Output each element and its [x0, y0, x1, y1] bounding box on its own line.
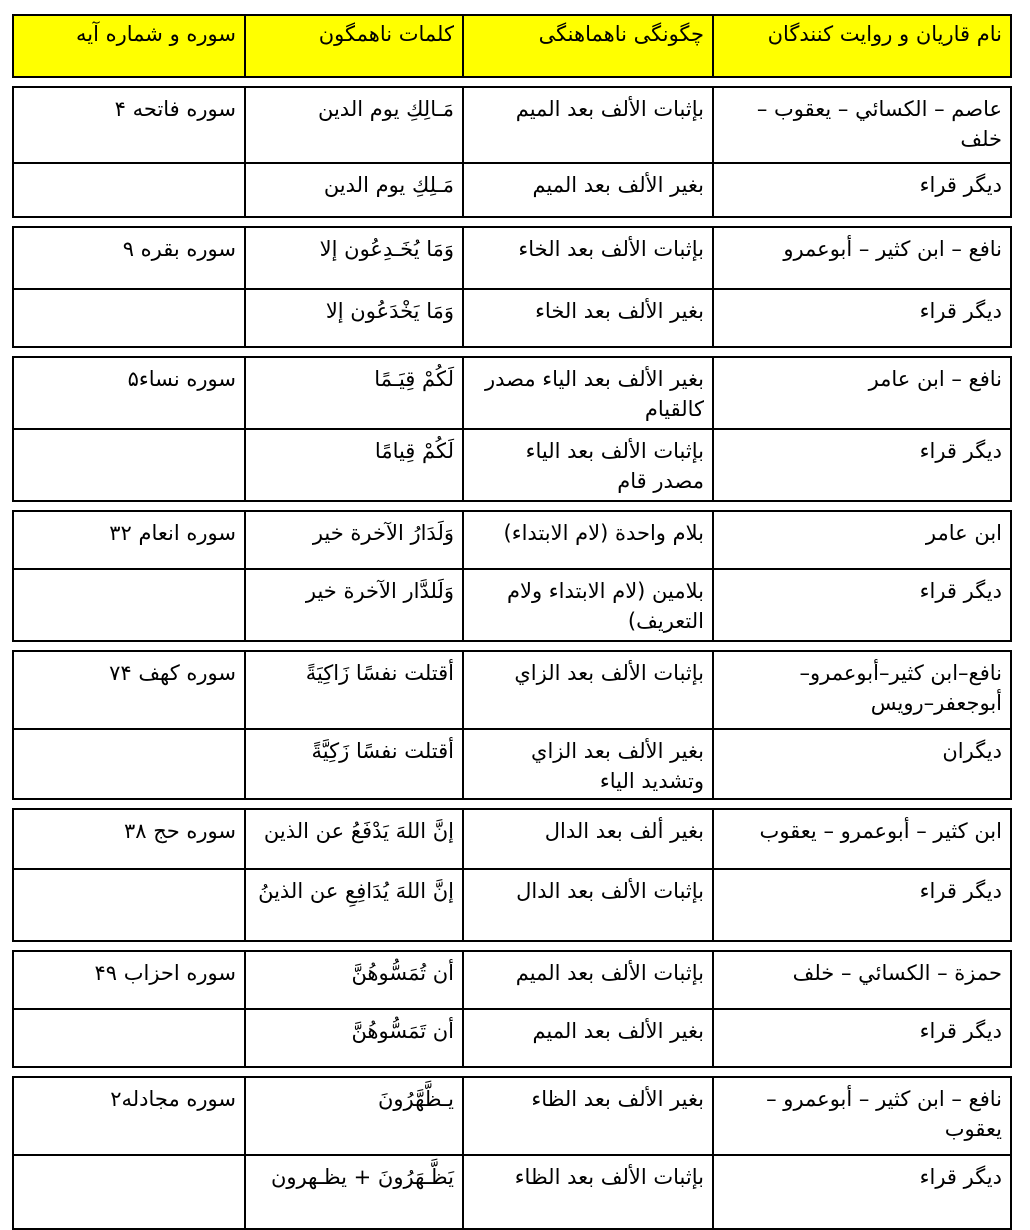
- reader-cell: ديگر قراء: [712, 430, 1010, 500]
- table-row: [14, 288, 1010, 346]
- reader-cell: نافع – ابن کثير – أبوعمرو: [712, 228, 1010, 288]
- difference-cell: بغير الألف بعد الظاء: [462, 1078, 712, 1154]
- difference-cell: بإثبات الألف بعد الياء مصدر قام: [462, 430, 712, 500]
- word-cell: وَلَدَارُ الآخرة خير: [244, 512, 462, 568]
- reader-cell: ديگران: [712, 730, 1010, 798]
- difference-cell: بغير الألف بعد الميم: [462, 164, 712, 216]
- word-cell: لَكُمْ قِيَـمًا: [244, 358, 462, 428]
- difference-cell: بغير الألف بعد الخاء: [462, 290, 712, 346]
- header-sura: سوره و شماره آیه: [76, 22, 236, 46]
- reader-cell: ديگر قراء: [712, 870, 1010, 940]
- header-row: [12, 14, 1012, 78]
- difference-cell: بلامين (لام الابتداء ولام التعريف): [462, 570, 712, 640]
- difference-cell: بغير ألف بعد الدال: [462, 810, 712, 868]
- reader-cell: ديگر قراء: [712, 570, 1010, 640]
- reader-cell: ديگر قراء: [712, 1010, 1010, 1066]
- word-cell: أقتلت نفسًا زَكِيَّةً: [244, 730, 462, 798]
- sura-cell: سوره انعام ۳۲: [109, 521, 236, 545]
- sura-cell: [14, 1010, 244, 1066]
- table-row: [14, 952, 1010, 1008]
- sura-cell: سوره نساء۵: [127, 367, 236, 391]
- sura-cell: [14, 290, 244, 346]
- table-row: [14, 88, 1010, 162]
- difference-cell: بإثبات الألف بعد الدال: [462, 870, 712, 940]
- table-row: [14, 728, 1010, 798]
- table-row: [14, 652, 1010, 728]
- reader-cell: ديگر قراء: [712, 1156, 1010, 1228]
- word-cell: وَلَلدَّار الآخرة خير: [244, 570, 462, 640]
- word-cell: أن تُمَسُّوهُنَّ: [244, 952, 462, 1008]
- word-cell: أن تَمَسُّوهُنَّ: [244, 1010, 462, 1066]
- table-row: [14, 428, 1010, 500]
- sura-cell: سوره مجادله۲: [110, 1087, 236, 1111]
- difference-cell: بغير الألف بعد الميم: [462, 1010, 712, 1066]
- verse-group: [12, 650, 1012, 800]
- verse-group: [12, 808, 1012, 942]
- verse-group: [12, 86, 1012, 218]
- table-row: [14, 568, 1010, 640]
- sura-cell: [14, 570, 244, 640]
- verse-group: [12, 950, 1012, 1068]
- word-cell: لَكُمْ قِيامًا: [244, 430, 462, 500]
- difference-cell: بإثبات الألف بعد الظاء: [462, 1156, 712, 1228]
- header-difference: چگونگی ناهماهنگی: [462, 16, 712, 76]
- table-row: [14, 358, 1010, 428]
- sura-cell: سوره حج ۳۸: [123, 819, 236, 843]
- word-cell: إنَّ اللهَ يَدْفَعُ عن الذين: [244, 810, 462, 868]
- table-row: [14, 512, 1010, 568]
- word-cell: يـظَّهَّرُونَ: [244, 1078, 462, 1154]
- verse-group: [12, 510, 1012, 642]
- verse-group: [12, 356, 1012, 502]
- table-row: [14, 228, 1010, 288]
- reader-cell: ديگر قراء: [712, 290, 1010, 346]
- table-row: [14, 1008, 1010, 1066]
- verse-group: [12, 226, 1012, 348]
- table-row: [14, 868, 1010, 940]
- table-row: [14, 162, 1010, 216]
- reader-cell: ابن کثير – أبوعمرو – يعقوب: [712, 810, 1010, 868]
- table-row: [14, 1154, 1010, 1228]
- table-row: [14, 1078, 1010, 1154]
- sura-cell: سوره کهف ۷۴: [109, 661, 236, 685]
- reader-cell: نافع – ابن کثير – أبوعمرو – يعقوب: [712, 1078, 1010, 1154]
- sura-cell: سوره بقره ۹: [122, 237, 236, 261]
- sura-cell: [14, 1156, 244, 1228]
- sura-cell: [14, 430, 244, 500]
- word-cell: يَظَّـهَرُونَ + يظـهرون: [244, 1156, 462, 1228]
- difference-cell: بغير الألف بعد الياء مصدر کالقيام: [462, 358, 712, 428]
- reader-cell: نافع–ابن کثير–أبوعمرو– أبوجعفر–رويس: [712, 652, 1010, 728]
- sura-cell: [14, 164, 244, 216]
- word-cell: إنَّ اللهَ يُدَافِعِ عن الذينُ: [244, 870, 462, 940]
- reader-cell: نافع – ابن عامر: [712, 358, 1010, 428]
- word-cell: مَـلِكِ يوم الدين: [244, 164, 462, 216]
- difference-cell: بإثبات الألف بعد الميم: [462, 952, 712, 1008]
- table-body: [12, 86, 1012, 1230]
- reader-cell: ابن عامر: [712, 512, 1010, 568]
- readings-table: [12, 14, 1012, 1230]
- word-cell: أقتلت نفسًا زَاكِيَةً: [244, 652, 462, 728]
- reader-cell: حمزة – الكسائي – خلف: [712, 952, 1010, 1008]
- word-cell: وَمَا يَخْدَعُون إلا: [244, 290, 462, 346]
- difference-cell: بلام واحدة (لام الابتداء): [462, 512, 712, 568]
- header-readers: نام قاریان و روایت کنندگان: [712, 16, 1010, 76]
- word-cell: مَـالِكِ يوم الدين: [244, 88, 462, 162]
- sura-cell: [14, 730, 244, 798]
- reader-cell: عاصم – الکسائي – يعقوب – خلف: [712, 88, 1010, 162]
- word-cell: وَمَا يُخَـدِعُون إلا: [244, 228, 462, 288]
- difference-cell: بإثبات الألف بعد الخاء: [462, 228, 712, 288]
- difference-cell: بغير الألف بعد الزاي وتشديد الياء: [462, 730, 712, 798]
- reader-cell: ديگر قراء: [712, 164, 1010, 216]
- difference-cell: بإثبات الألف بعد الزاي: [462, 652, 712, 728]
- sura-cell: [14, 870, 244, 940]
- sura-cell: سوره فاتحه ۴: [114, 97, 236, 121]
- sura-cell: سوره احزاب ۴۹: [94, 961, 236, 985]
- header-words: کلمات ناهمگون: [244, 16, 462, 76]
- verse-group: [12, 1076, 1012, 1230]
- difference-cell: بإثبات الألف بعد الميم: [462, 88, 712, 162]
- table-row: [14, 810, 1010, 868]
